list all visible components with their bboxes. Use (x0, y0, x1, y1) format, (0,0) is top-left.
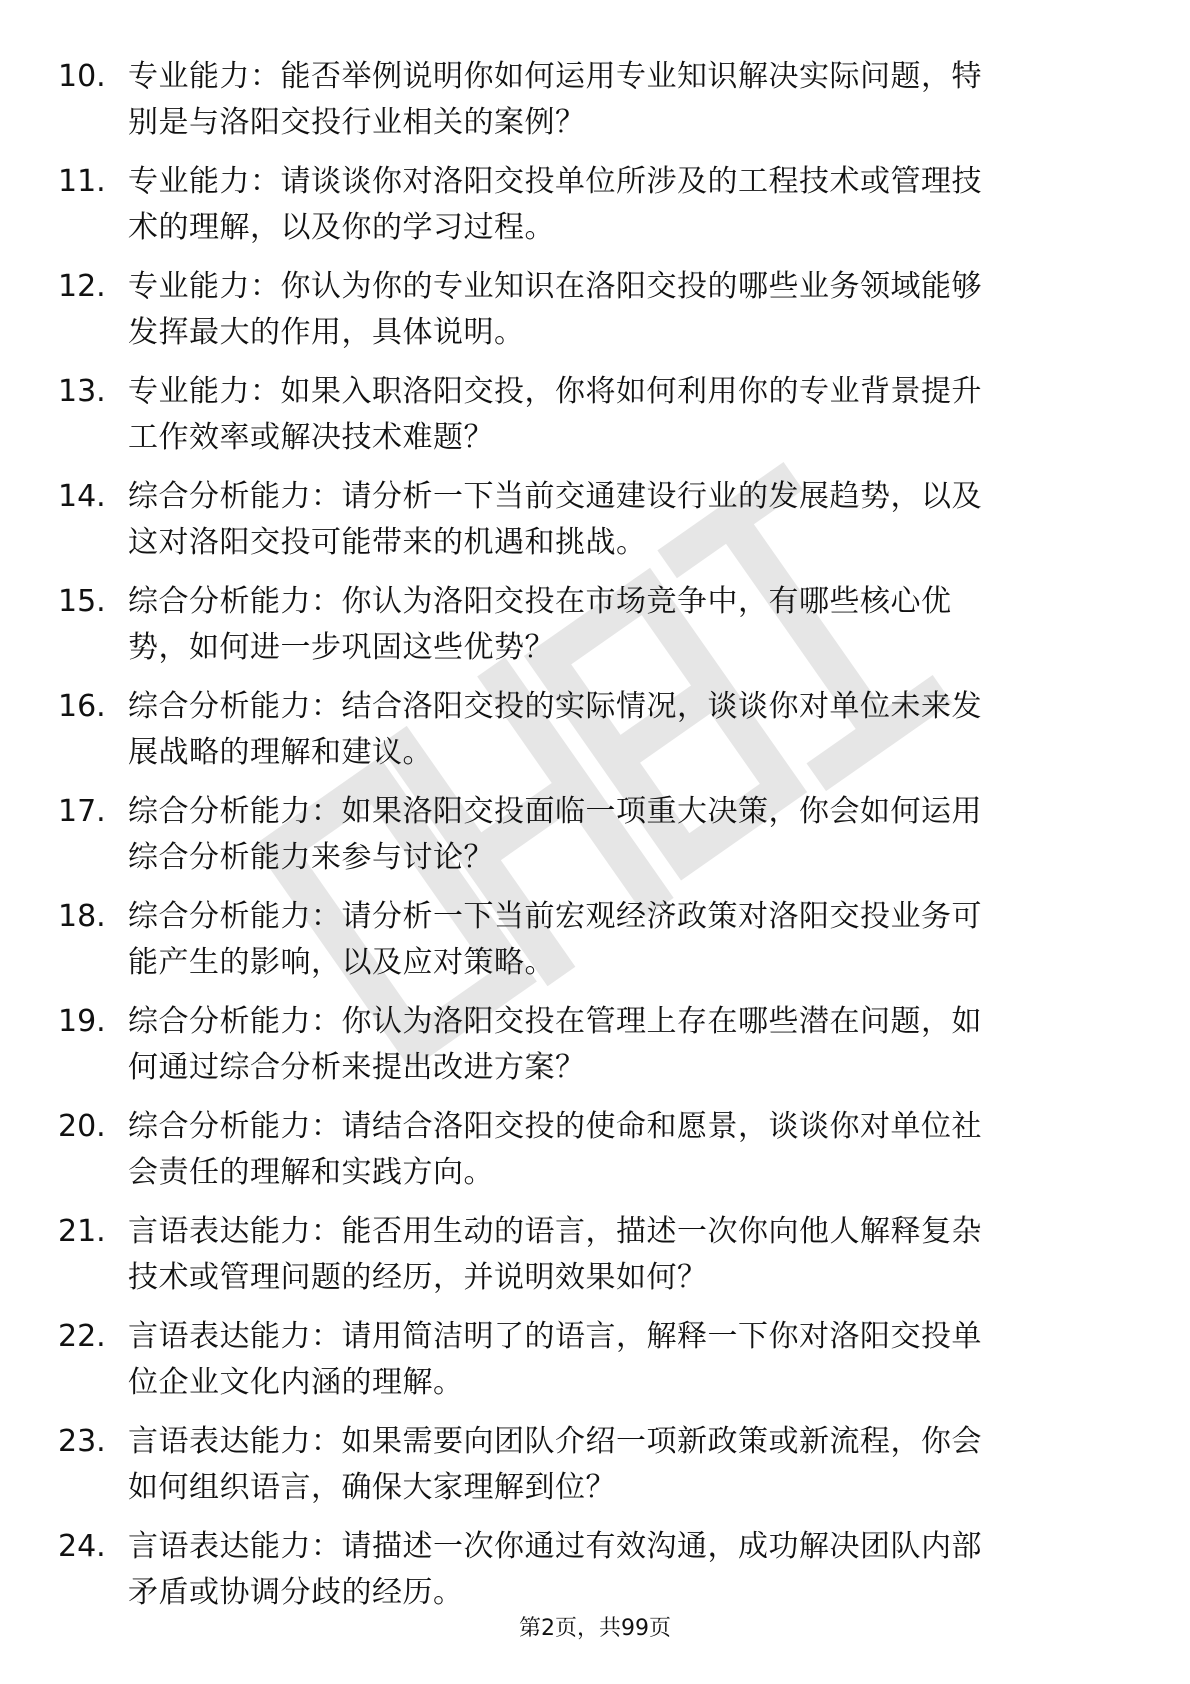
question-item (0, 159, 1190, 264)
question-text (128, 789, 1128, 881)
question-number: 22. (58, 1319, 106, 1354)
question-line: 技术或管理问题的经历，并说明效果如何？ (128, 1260, 708, 1295)
question-item (0, 1314, 1190, 1419)
question-number: 12. (58, 269, 106, 304)
question-line: 专业能力：能否举例说明你如何运用专业知识解决实际问题，特 (128, 59, 982, 94)
question-line: 综合分析能力：请结合洛阳交投的使命和愿景，谈谈你对单位社 (128, 1109, 982, 1144)
question-line: 言语表达能力：如果需要向团队介绍一项新政策或新流程，你会 (128, 1424, 982, 1459)
question-item (0, 369, 1190, 474)
question-item (0, 54, 1190, 159)
question-line: 言语表达能力：请用简洁明了的语言，解释一下你对洛阳交投单 (128, 1319, 982, 1354)
question-item (0, 579, 1190, 684)
question-item (0, 1104, 1190, 1209)
question-number: 24. (58, 1529, 106, 1564)
question-number: 23. (58, 1424, 106, 1459)
question-item (0, 999, 1190, 1104)
question-number: 18. (58, 899, 106, 934)
question-item (0, 264, 1190, 369)
question-line: 势，如何进一步巩固这些优势？ (128, 630, 555, 665)
question-line: 展战略的理解和建议。 (128, 735, 433, 770)
question-text (128, 1314, 1128, 1406)
question-line: 综合分析能力：结合洛阳交投的实际情况，谈谈你对单位未来发 (128, 689, 982, 724)
question-text (128, 54, 1128, 146)
question-line: 何通过综合分析来提出改进方案？ (128, 1050, 586, 1085)
question-text (128, 159, 1128, 251)
question-list (0, 54, 1190, 1629)
question-line: 综合分析能力：你认为洛阳交投在市场竞争中，有哪些核心优 (128, 584, 952, 619)
question-line: 综合分析能力：请分析一下当前交通建设行业的发展趋势，以及 (128, 479, 982, 514)
question-line: 工作效率或解决技术难题？ (128, 420, 494, 455)
question-line: 别是与洛阳交投行业相关的案例？ (128, 105, 586, 140)
question-number: 19. (58, 1004, 106, 1039)
question-number: 21. (58, 1214, 106, 1249)
question-line: 会责任的理解和实践方向。 (128, 1155, 494, 1190)
question-item (0, 1419, 1190, 1524)
question-text (128, 1524, 1128, 1616)
question-text (128, 684, 1128, 776)
question-line: 专业能力：你认为你的专业知识在洛阳交投的哪些业务领域能够 (128, 269, 982, 304)
question-number: 10. (58, 59, 106, 94)
question-text (128, 894, 1128, 986)
question-line: 专业能力：请谈谈你对洛阳交投单位所涉及的工程技术或管理技 (128, 164, 982, 199)
question-text (128, 474, 1128, 566)
question-line: 术的理解，以及你的学习过程。 (128, 210, 555, 245)
question-line: 综合分析能力：你认为洛阳交投在管理上存在哪些潜在问题，如 (128, 1004, 982, 1039)
question-line: 综合分析能力：请分析一下当前宏观经济政策对洛阳交投业务可 (128, 899, 982, 934)
question-item (0, 894, 1190, 999)
question-text (128, 999, 1128, 1091)
question-line: 发挥最大的作用，具体说明。 (128, 315, 525, 350)
question-text (128, 369, 1128, 461)
question-line: 如何组织语言，确保大家理解到位？ (128, 1470, 616, 1505)
question-line: 这对洛阳交投可能带来的机遇和挑战。 (128, 525, 647, 560)
question-item (0, 789, 1190, 894)
question-text (128, 1104, 1128, 1196)
question-number: 17. (58, 794, 106, 829)
question-item (0, 474, 1190, 579)
question-line: 综合分析能力来参与讨论？ (128, 840, 494, 875)
question-number: 16. (58, 689, 106, 724)
question-line: 能产生的影响，以及应对策略。 (128, 945, 555, 980)
question-number: 15. (58, 584, 106, 619)
question-line: 言语表达能力：能否用生动的语言，描述一次你向他人解释复杂 (128, 1214, 982, 1249)
question-text (128, 1209, 1128, 1301)
question-number: 11. (58, 164, 106, 199)
question-line: 位企业文化内涵的理解。 (128, 1365, 464, 1400)
question-number: 20. (58, 1109, 106, 1144)
question-item (0, 1209, 1190, 1314)
question-line: 矛盾或协调分歧的经历。 (128, 1575, 464, 1610)
question-text (128, 1419, 1128, 1511)
question-number: 14. (58, 479, 106, 514)
question-text (128, 579, 1128, 671)
page-footer: 第2页，共99页 (519, 1616, 671, 1641)
question-item (0, 684, 1190, 789)
question-line: 综合分析能力：如果洛阳交投面临一项重大决策，你会如何运用 (128, 794, 982, 829)
question-text (128, 264, 1128, 356)
question-line: 言语表达能力：请描述一次你通过有效沟通，成功解决团队内部 (128, 1529, 982, 1564)
question-number: 13. (58, 374, 106, 409)
question-line: 专业能力：如果入职洛阳交投，你将如何利用你的专业背景提升 (128, 374, 982, 409)
